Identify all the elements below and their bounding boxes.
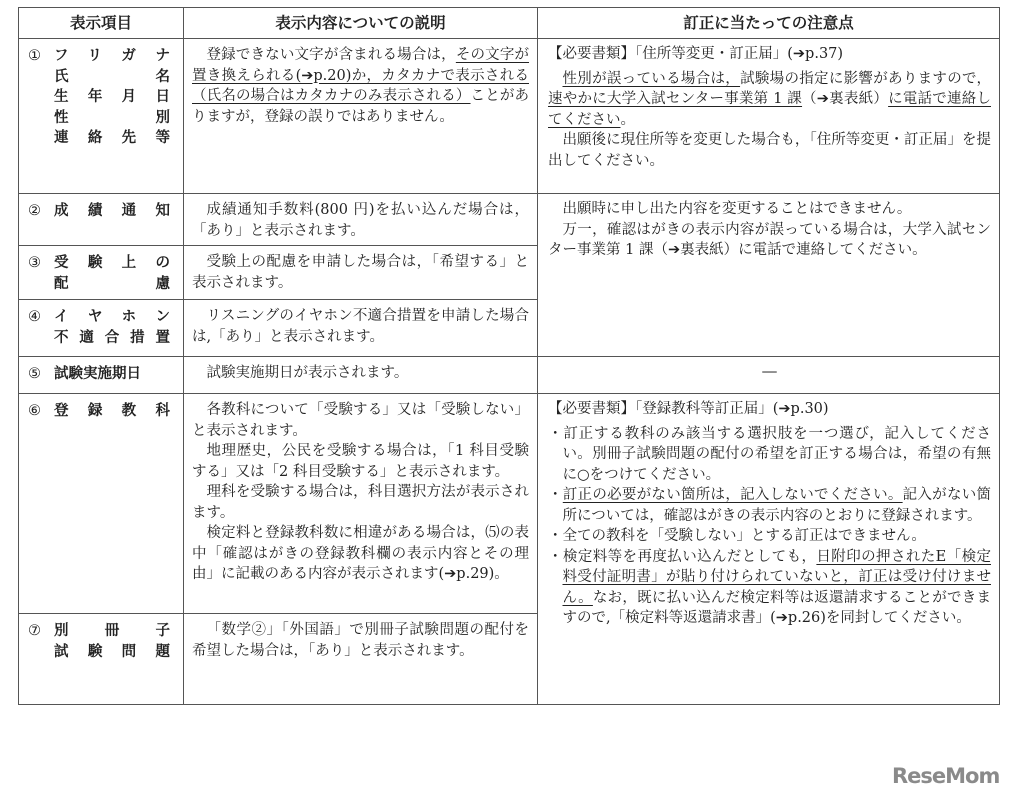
item-label: 氏名: [54, 68, 172, 85]
item-label: イヤホン: [54, 309, 172, 325]
underlined-text: 速やかに大学入試センター事業第 1 課: [548, 91, 803, 107]
item-label: 連絡先等: [54, 130, 172, 146]
text-segment: 登録できない文字が含まれる場合は，: [206, 47, 456, 63]
description-cell: [184, 300, 538, 357]
text-segment: 試験実施期日が表示されます。: [206, 365, 409, 381]
display-item: [20, 247, 182, 298]
text-segment: （➔裏表紙）: [802, 91, 889, 107]
description-cell: [184, 39, 538, 194]
item-number: ⑦: [28, 623, 41, 639]
paragraph: [548, 526, 991, 547]
text-segment: リスニングのイヤホン不適合措置を申請した場合は,「あり」と表示されます。: [192, 308, 529, 345]
text-segment: ・訂正する教科のみ該当する選択肢を一つ選び，記入してください。別冊子試験問題の配付の希望を訂正する場合は，希望の有無に○をつけてください。: [548, 425, 991, 483]
paragraph: [548, 199, 991, 220]
item-label: 試験問題: [54, 643, 172, 660]
paragraph: [548, 44, 991, 65]
item-label: 登録教科: [54, 403, 172, 419]
underlined-text: 訂正の必要がない箇所は，記入しないでください。: [562, 487, 903, 503]
text-segment: 万一，確認はがきの表示内容が誤っている場合は，大学入試センター事業第 1 課（➔裏表紙）に電話で連絡してください。: [548, 221, 991, 258]
text-segment: 【必要書類】「住所等変更・訂正届」(➔p.37): [548, 46, 844, 62]
text-segment: 検定料と登録教科数に相違がある場合は，⑸の表中「確認はがきの登録教科欄の表示内容とその理由」に記載のある内容が表示されます(➔p.29)。: [192, 525, 529, 582]
display-item-cell: [19, 194, 184, 246]
display-item: [20, 358, 182, 389]
text-segment: ―: [762, 364, 777, 380]
text-segment: ・全ての教科を「受験しない」とする訂正はできません。: [548, 528, 926, 544]
text-segment: なお，既に払い込んだ検定料等は返還請求することができますので,「検定料等返還請求書」(➔p.26)を同封してください。: [562, 589, 992, 626]
item-label: 生年月日: [54, 89, 172, 105]
paragraph: [548, 130, 991, 171]
table-header-row: [19, 8, 1000, 39]
item-label: 別冊子: [54, 623, 172, 639]
description-cell: [184, 357, 538, 394]
text-segment: 記入がない箇所については，確認はがきの表示内容のとおりに登録されます。: [562, 487, 992, 524]
item-label: 受験上の: [54, 255, 172, 271]
paragraph: [548, 485, 991, 526]
text-segment: ことがありますが，登録の誤りではありません。: [192, 88, 530, 125]
notes-cell: [538, 394, 1000, 705]
paragraph: [192, 306, 529, 347]
header-display-item: 表示項目: [19, 8, 184, 39]
paragraph: [192, 252, 529, 293]
display-item: [20, 195, 182, 226]
paragraph: [192, 45, 529, 127]
text-segment: 受験上の配慮を申請した場合は，「希望する」と表示されます。: [192, 254, 529, 291]
resemom-logo: ReseMom: [892, 764, 1000, 788]
item-labels: [54, 46, 172, 149]
table-row: [19, 39, 1000, 194]
item-label: 成績通知: [54, 203, 172, 219]
item-labels: [54, 307, 172, 348]
item-number: ①: [28, 48, 41, 64]
text-segment: ・: [548, 487, 563, 503]
item-label: 不適合措置: [54, 329, 172, 346]
text-segment: 成績通知手数料(800 円)を払い込んだ場合は，「あり」と表示されます。: [192, 202, 529, 239]
display-item-cell: [19, 357, 184, 394]
item-number: ⑤: [28, 366, 41, 382]
text-segment: 出願後に現住所等を変更した場合も，「住所等変更・訂正届」を提出してください。: [548, 132, 991, 169]
text-segment: ・検定料等を再度払い込んだとしても，: [548, 548, 817, 565]
paragraph: [548, 220, 991, 261]
underlined-text: 日附印の押されたE「検定料受付証明書」が貼り付けられていないと，訂正は受け付けません。: [562, 548, 991, 606]
text-segment: 出願時に申し出た内容を変更することはできません。: [562, 201, 912, 217]
text-segment: 【必要書類】「登録教科等訂正届」(➔p.30): [548, 401, 829, 417]
underlined-text: その文字が置き換えられる(➔p.20)か，カタカナで表示される（氏名の場合はカタカナのみ表示される）: [192, 47, 530, 104]
text-segment: 各教科について「受験する」又は「受験しない」と表示されます。: [192, 402, 529, 439]
paragraph: [548, 424, 991, 486]
item-labels: [54, 253, 172, 294]
display-item: [20, 301, 182, 352]
item-label: フリガナ: [54, 48, 172, 64]
item-number: ④: [28, 309, 41, 325]
paragraph: [192, 400, 529, 441]
paragraph: [548, 547, 991, 629]
text-segment: 理科を受験する場合は，科目選択方法が表示されます。: [192, 484, 529, 521]
paragraph: [192, 523, 529, 585]
paragraph: [192, 482, 529, 523]
paragraph: [192, 441, 529, 482]
display-item: [20, 615, 182, 666]
item-number: ③: [28, 255, 41, 271]
display-item-cell: [19, 246, 184, 300]
item-labels: [54, 401, 172, 422]
table-row: [19, 194, 1000, 246]
display-item-cell: [19, 614, 184, 705]
text-segment: 試験場の指定に影響がありますので，: [740, 70, 992, 87]
item-number: ⑥: [28, 403, 41, 419]
notes-cell: [538, 39, 1000, 194]
item-label: 配慮: [54, 275, 172, 292]
underlined-text: に電話で連絡してください: [548, 91, 991, 128]
display-item-cell: [19, 39, 184, 194]
item-labels: [54, 621, 172, 662]
paragraph: [548, 399, 991, 420]
description-cell: [184, 614, 538, 705]
display-item-cell: [19, 300, 184, 357]
paragraph: [192, 363, 529, 384]
display-item: [20, 395, 182, 426]
correction-guide-table: [18, 7, 1000, 705]
notes-cell: [538, 194, 1000, 357]
display-item: [20, 40, 182, 153]
underlined-text: 性別が誤っている場合は，: [562, 70, 741, 87]
display-item-cell: [19, 394, 184, 614]
header-correction-notes: 訂正に当たっての注意点: [538, 8, 1000, 39]
paragraph: [548, 362, 991, 383]
paragraph: [548, 69, 991, 131]
text-segment: 地理歴史，公民を受験する場合は，「1 科目受験する」又は「2 科目受験する」と表示されます。: [192, 443, 529, 480]
description-cell: [184, 246, 538, 300]
notes-cell: [538, 357, 1000, 394]
paragraph: [192, 620, 529, 661]
table-row: [19, 394, 1000, 614]
text-segment: 。: [620, 111, 635, 128]
table-row: [19, 357, 1000, 394]
description-cell: [184, 394, 538, 614]
item-label: 性別: [54, 109, 172, 126]
item-labels: [54, 201, 172, 222]
item-number: ②: [28, 203, 41, 219]
item-label: 試験実施期日: [54, 366, 141, 382]
text-segment: 「数学②」「外国語」で別冊子試験問題の配付を希望した場合は，「あり」と表示されます。: [192, 622, 529, 659]
paragraph: [192, 200, 529, 241]
item-labels: [54, 364, 172, 385]
description-cell: [184, 194, 538, 246]
header-description: 表示内容についての説明: [184, 8, 538, 39]
